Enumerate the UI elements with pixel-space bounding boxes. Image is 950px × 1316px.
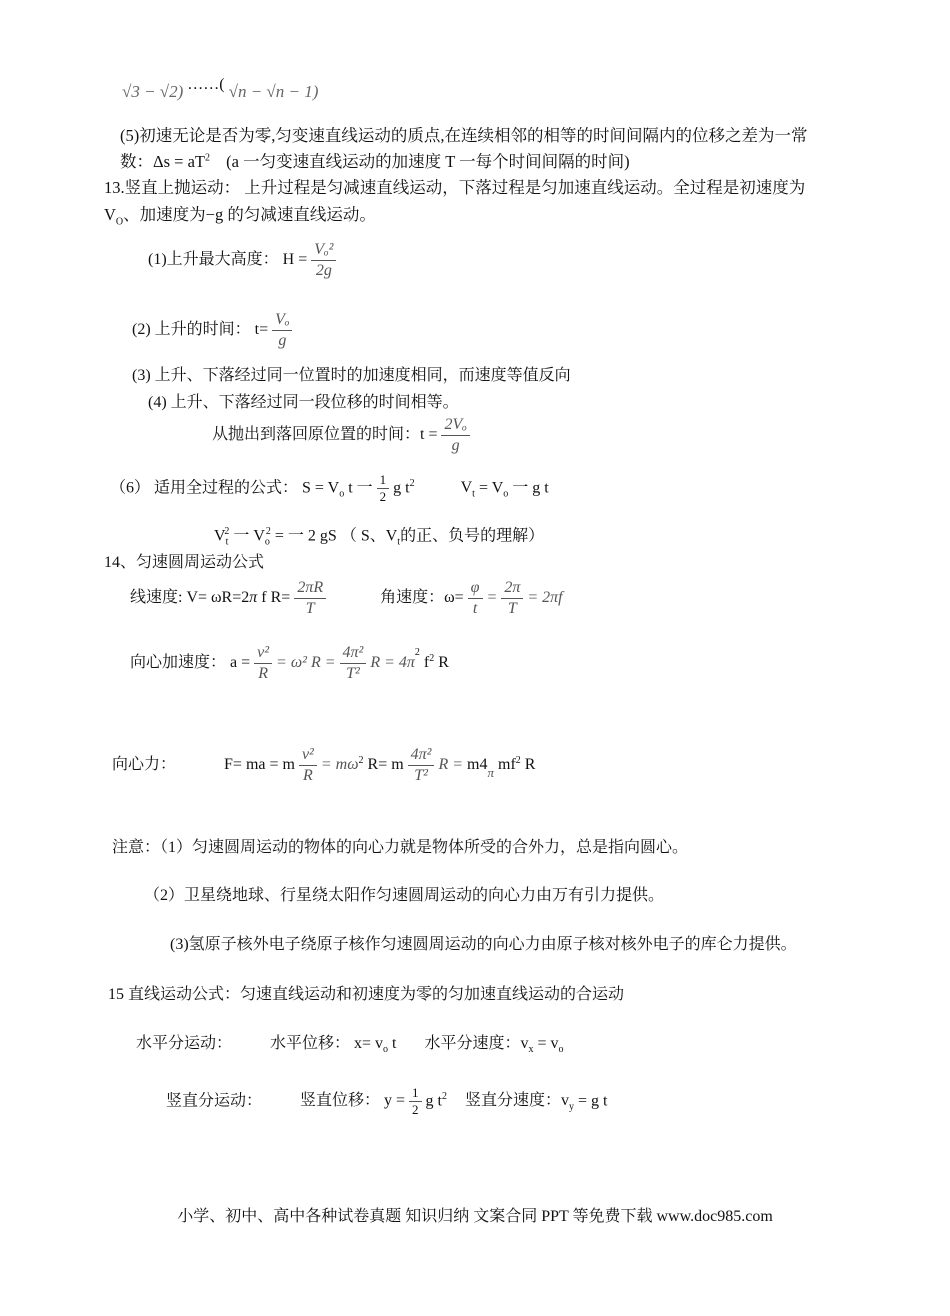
fraction-numerator: 1 — [409, 1085, 422, 1102]
s-formula-a: （6） 适用全过程的公式： S = V — [110, 479, 340, 497]
vertical-motion-line — [166, 1085, 607, 1119]
fraction-numerator: 4π² — [340, 643, 367, 664]
sub: x — [528, 1044, 534, 1056]
item-4: (4) 上升、下落经过同一段位移的时间相等。 — [148, 394, 459, 411]
fraction-numerator: 2πR — [294, 578, 326, 599]
note-2: （2）卫星绕地球、行星绕太阳作匀速圆周运动的向心力由万有引力提供。 — [144, 887, 665, 904]
sub: o — [264, 536, 270, 548]
whole-process-line — [110, 472, 549, 506]
round-trip-line — [212, 415, 470, 456]
vt-formula-c: 一 g t — [512, 479, 549, 497]
v-sub: O — [115, 216, 124, 228]
linear-velocity-fraction — [294, 578, 326, 619]
page-footer: 小学、初中、高中各种试卷真题 知识归纳 文案合同 PPT 等免费下载 www.doc985.com — [177, 1208, 773, 1225]
round-trip-fraction — [441, 415, 469, 456]
force-omega: = mω — [320, 756, 359, 774]
vt-squared-line — [214, 526, 544, 549]
sign-note: 的正、负号的理解） — [400, 527, 545, 545]
note-1: 注意：（1）匀速圆周运动的物体的向心力就是物体所受的合外力，总是指向圆心。 — [112, 839, 689, 856]
fraction-denominator: 2 — [379, 489, 387, 505]
sup: 2 — [358, 754, 364, 766]
v-symbol: V — [214, 527, 226, 545]
sub: t — [472, 488, 475, 500]
gt-term: g t — [425, 1092, 442, 1110]
angular-fraction-1 — [468, 578, 483, 619]
delta-s-sup: 2 — [205, 152, 210, 164]
sub: o — [558, 1044, 564, 1056]
gs-term: = 一 2 gS （ S、V — [274, 527, 398, 545]
fraction-numerator: 2Vₒ — [441, 415, 469, 436]
velocity-line — [130, 578, 563, 619]
sqrt-diff-a: √3 − √2) — [122, 82, 184, 101]
note-3: (3)氢原子核外电子绕原子核作匀速圆周运动的向心力由原子核对核外电子的库仑力提供。 — [170, 936, 797, 953]
fraction-denominator: T² — [346, 665, 360, 682]
sub: y — [569, 1101, 575, 1113]
accel-four-pi: R = 4π — [370, 654, 415, 672]
sub: t — [225, 536, 229, 548]
fraction-denominator: R — [303, 767, 313, 784]
v-symbol: V — [104, 205, 116, 224]
vertical-velocity-eq: = g t — [578, 1092, 608, 1110]
centripetal-force-line — [112, 745, 535, 786]
horizontal-velocity-eq: = v — [537, 1035, 559, 1052]
fraction-denominator: T² — [414, 767, 428, 784]
sqrt-sequence-line — [122, 76, 319, 102]
centripetal-accel-line — [130, 643, 449, 684]
vertical-displacement: 竖直位移： y = — [300, 1092, 406, 1110]
force-label: 向心力： — [112, 756, 177, 774]
sup: 2 — [442, 1091, 447, 1103]
rise-time-line — [132, 310, 292, 351]
angular-fraction-2 — [501, 578, 523, 619]
item-3: (3) 上升、下落经过同一位置时的加速度相同，而速度等值反向 — [132, 367, 571, 384]
fraction-numerator: v² — [299, 745, 317, 766]
heading-13: 13.竖直上抛运动： 上升过程是匀减速直线运动，下落过程是匀加速直线运动。全过程是初速度为 — [104, 178, 806, 197]
half-fraction — [377, 472, 390, 506]
fraction-denominator: t — [472, 600, 478, 617]
force-m4: m4 — [467, 756, 488, 774]
sup: 2 — [414, 646, 420, 658]
max-height-label: (1)上升最大高度： H = — [148, 251, 308, 269]
v0-term: 一 V — [233, 527, 265, 545]
rise-time-fraction — [272, 310, 292, 351]
fraction-numerator: 4π² — [408, 745, 435, 766]
fraction-denominator: g — [278, 332, 287, 349]
vertical-label: 竖直分运动： — [166, 1092, 263, 1110]
accel-omega: = ω² R = — [276, 654, 336, 672]
max-height-line — [148, 240, 336, 281]
sub: o — [503, 488, 509, 500]
horizontal-label: 水平分运动： — [136, 1035, 233, 1052]
delta-s-line — [120, 152, 630, 172]
pi-symbol: π — [249, 589, 258, 607]
vertical-velocity: 竖直分速度：v — [465, 1092, 570, 1110]
r-symbol: R — [438, 654, 449, 672]
force-mf: mf — [498, 756, 516, 774]
force-r-eq: R = — [438, 756, 464, 774]
sup: 2 — [224, 526, 230, 537]
sup: 2 — [429, 652, 435, 664]
fraction-denominator: 2g — [315, 262, 332, 279]
round-trip-label: 从抛出到落回原位置的时间：t = — [212, 426, 438, 444]
sup: 2 — [515, 754, 521, 766]
equals: = — [486, 589, 498, 607]
fraction-numerator: Vₒ — [272, 310, 292, 331]
rise-time-label: (2) 上升的时间： t= — [132, 321, 269, 339]
fraction-denominator: g — [451, 437, 460, 454]
force-fraction-2 — [408, 745, 435, 786]
force-fraction-1 — [299, 745, 317, 786]
delta-s-note: (a 一匀变速直线运动的加速度 T 一每个时间间隔的时间) — [226, 152, 630, 171]
horizontal-displacement: 水平位移： x= v — [270, 1035, 384, 1052]
sup: 2 — [409, 478, 415, 490]
angular-tail: = 2πf — [527, 589, 563, 607]
sub: o — [339, 488, 345, 500]
heading-13-tail: 、加速度为−g 的匀减速直线运动。 — [123, 205, 376, 224]
fraction-numerator: 2π — [501, 578, 523, 599]
fraction-denominator: 2 — [412, 1102, 419, 1118]
sub: t — [397, 536, 401, 548]
r-symbol: R — [524, 756, 536, 774]
sqrt-diff-n: √n − √n − 1) — [228, 82, 319, 101]
heading-15: 15 直线运动公式：匀速直线运动和初速度为零的匀加速直线运动的合运动 — [108, 986, 625, 1003]
accel-fraction-2 — [340, 643, 367, 684]
delta-s-formula: 数：Δs = aT — [120, 152, 205, 171]
force-ma: F= ma = m — [224, 756, 295, 774]
force-r-m: R= m — [367, 756, 404, 774]
accel-label: 向心加速度： a = — [130, 654, 251, 672]
half-fraction — [409, 1085, 422, 1119]
s-formula-b: t 一 — [348, 479, 373, 497]
fraction-numerator: v² — [254, 643, 272, 664]
sup: 2 — [265, 526, 271, 537]
heading-13-cont — [104, 205, 376, 228]
text-line-5: (5)初速无论是否为零,匀变速直线运动的质点,在连续相邻的相等的时间间隔内的位移之差为一常 — [120, 126, 808, 145]
fraction-denominator: T — [507, 600, 517, 617]
fraction-denominator: R — [258, 665, 268, 682]
linear-velocity-a: 线速度: V= ωR=2 — [130, 589, 250, 607]
s-formula-c: g t — [393, 479, 410, 497]
fraction-numerator: 1 — [377, 472, 390, 489]
vt-formula-a: V — [460, 479, 473, 497]
heading-14: 14、匀速圆周运动公式 — [104, 554, 265, 571]
fraction-denominator: T — [305, 600, 315, 617]
angular-velocity-label: 角速度：ω= — [380, 589, 464, 607]
fraction-numerator: φ — [468, 578, 483, 599]
max-height-fraction — [311, 240, 336, 281]
ellipsis: ……( — [187, 76, 225, 93]
pi-symbol: π — [487, 765, 495, 781]
accel-fraction-1 — [254, 643, 272, 684]
sub: o — [383, 1044, 389, 1056]
horizontal-velocity: 水平分速度：v — [424, 1035, 529, 1052]
fraction-numerator: Vₒ² — [311, 240, 336, 261]
linear-velocity-b: f R= — [261, 589, 291, 607]
t-symbol: t — [392, 1035, 397, 1052]
f-symbol: f — [423, 654, 430, 672]
horizontal-motion-line — [136, 1034, 564, 1056]
vt-formula-b: = V — [478, 479, 504, 497]
